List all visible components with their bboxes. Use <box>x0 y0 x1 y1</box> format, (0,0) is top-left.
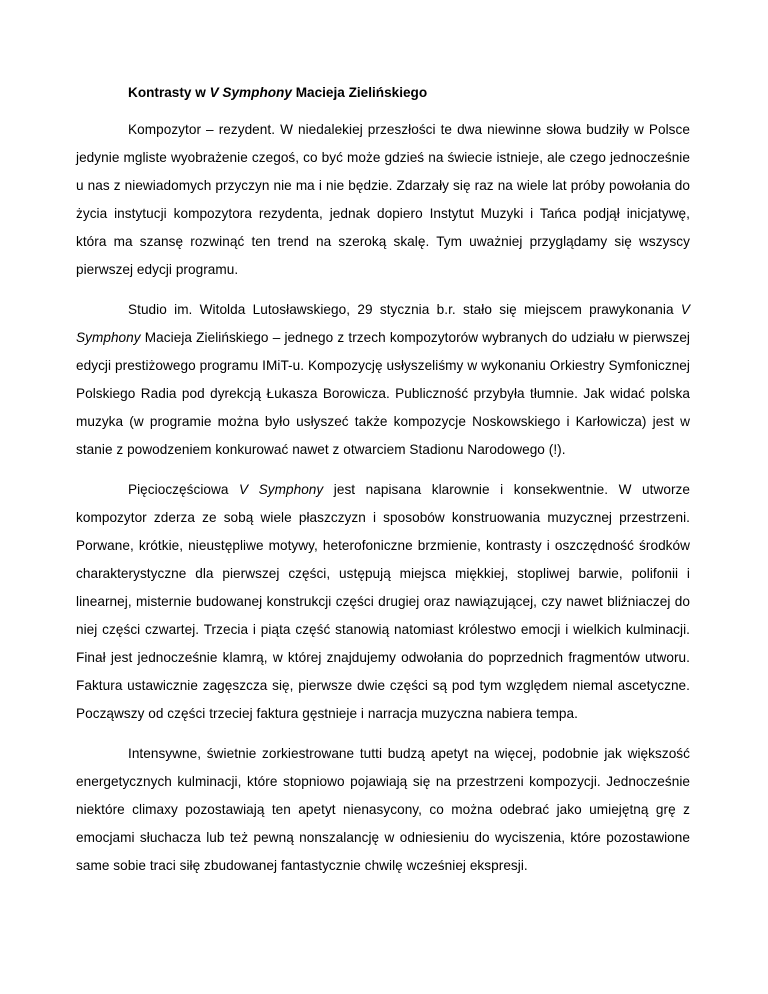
paragraph-3-text-a: Pięcioczęściowa <box>128 482 239 497</box>
document-title <box>128 80 690 105</box>
paragraph-3 <box>76 476 690 728</box>
paragraph-4 <box>76 740 690 880</box>
paragraph-2-work: V Symphony <box>76 302 690 345</box>
document-page <box>76 80 690 880</box>
paragraph-3-text-b: jest napisana klarownie i konsekwentnie. W utworze kompozytor zderza ze sobą wiele płaszczyzn i sposobów konstruowania muzycznej przestrzeni. Porwane, krótkie, nieustępliwe motywy, heterofoniczne brzmienie, kontrasty i oszczędność środków charakterystyczne dla pierwszej części, ustępują miejsca miękkiej, stopliwej barwie, polifonii i linearnej, misternie budowanej konstrukcji części drugiej oraz nawiązującej, czy nawet bliźniaczej do niej części czwartej. Trzecia i piąta część stanowią natomiast królestwo emocji i wielkich kulminacji. Finał jest jednocześnie klamrą, w której znajdujemy odwołania do poprzednich fragmentów utworu. Faktura ustawicznie zagęszcza się, pierwsze dwie części są pod tym względem niemal ascetyczne. Począwszy od części trzeciej faktura gęstnieje i narracja muzyczna nabiera tempa. <box>76 482 690 721</box>
paragraph-3-work: V Symphony <box>239 482 324 497</box>
paragraph-2-text-b: Macieja Zielińskiego – jednego z trzech kompozytorów wybranych do udziału w pierwszej edycji prestiżowego programu IMiT-u. Kompozycję usłyszeliśmy w wykonaniu Orkiestry Symfonicznej Polskiego Radia pod dyrekcją Łukasza Borowicza. Publiczność przybyła tłumnie. Jak widać polska muzyka (w programie można było usłyszeć także kompozycje Noskowskiego i Karłowicza) jest w stanie z powodzeniem konkurować nawet z otwarciem Stadionu Narodowego (!). <box>76 330 690 457</box>
paragraph-1-text: Kompozytor – rezydent. W niedalekiej przeszłości te dwa niewinne słowa budziły w Polsce jedynie mgliste wyobrażenie czegoś, co być może gdzieś na świecie istnieje, ale czego jednocześnie u nas z niewiadomych przyczyn nie ma i nie będzie. Zdarzały się raz na wiele lat próby powołania do życia instytucji kompozytora rezydenta, jednak dopiero Instytut Muzyki i Tańca podjął inicjatywę, która ma szansę rozwinąć ten trend na szeroką skalę. Tym uważniej przyglądamy się wszyscy pierwszej edycji programu. <box>76 122 690 277</box>
title-prefix: Kontrasty w <box>128 85 210 100</box>
title-suffix: Macieja Zielińskiego <box>291 85 428 100</box>
paragraph-1 <box>76 116 690 284</box>
paragraph-2 <box>76 296 690 464</box>
paragraph-2-text-a: Studio im. Witolda Lutosławskiego, 29 stycznia b.r. stało się miejscem prawykonania <box>128 302 681 317</box>
paragraph-4-text: Intensywne, świetnie zorkiestrowane tutti budzą apetyt na więcej, podobnie jak większość energetycznych kulminacji, które stopniowo pojawiają się na przestrzeni kompozycji. Jednocześnie niektóre climaxy pozostawiają ten apetyt nienasycony, co można odebrać jako umiejętną grę z emocjami słuchacza lub też pewną nonszalancję w odniesieniu do wyciszenia, które pozostawione same sobie traci siłę zbudowanej fantastycznie chwilę wcześniej ekspresji. <box>76 746 690 873</box>
title-work: V Symphony <box>209 85 292 100</box>
